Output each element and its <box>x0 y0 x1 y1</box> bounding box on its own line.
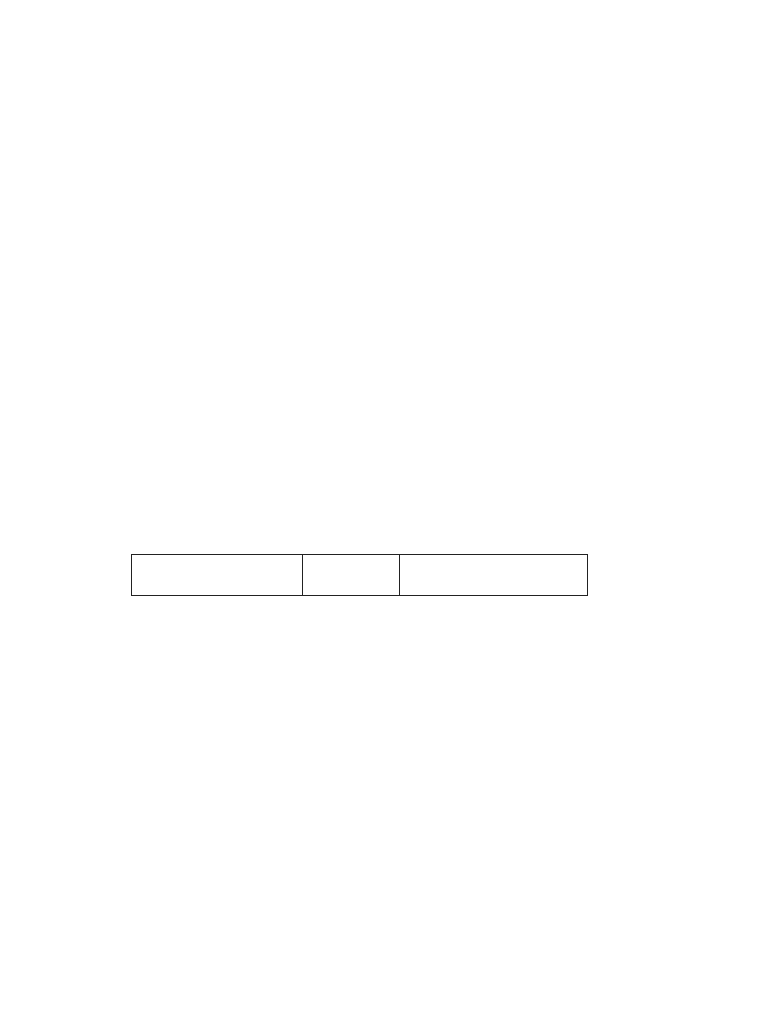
reservation-charges-table <box>131 554 588 596</box>
table-header-rs <box>303 555 400 596</box>
table-header-row <box>132 555 588 596</box>
table-header-enhanced <box>400 555 588 596</box>
table-header-class <box>132 555 303 596</box>
